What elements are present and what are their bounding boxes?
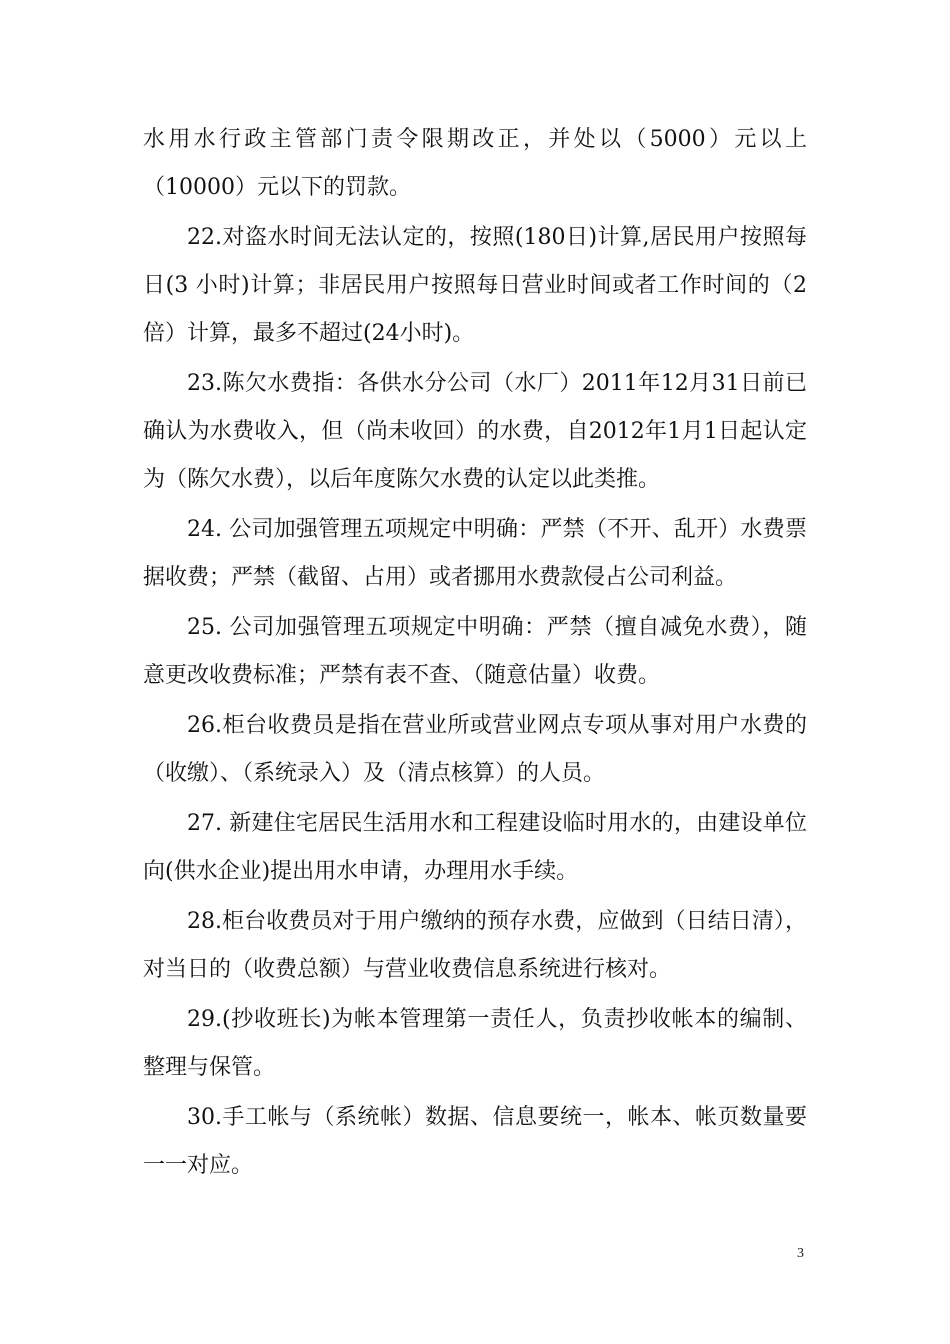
paragraph-21-continued: 水用水行政主管部门责令限期改正，并处以（5000）元以上（10000）元以下的罚款。: [143, 127, 807, 200]
paragraph-27: 27. 新建住宅居民生活用水和工程建设临时用水的，由建设单位向(供水企业)提出用水申请，办理用水手续。: [143, 811, 807, 884]
paragraph-22: 22.对盗水时间无法认定的，按照(180日)计算,居民用户按照每日(3 小时)计算；非居民用户按照每日营业时间或者工作时间的（2倍）计算，最多不超过(24小时)。: [143, 225, 807, 346]
paragraph-28: 28.柜台收费员对于用户缴纳的预存水费，应做到（日结日清），对当日的（收费总额）与营业收费信息系统进行核对。: [143, 909, 807, 982]
paragraph-23: 23.陈欠水费指：各供水分公司（水厂）2011年12月31日前已确认为水费收入，但（尚未收回）的水费，自2012年1月1日起认定为（陈欠水费），以后年度陈欠水费的认定以此类推。: [143, 371, 808, 492]
paragraph-26: 26.柜台收费员是指在营业所或营业网点专项从事对用户水费的（收缴）、（系统录入）及（清点核算）的人员。: [143, 713, 807, 786]
paragraph-30: 30.手工帐与（系统帐）数据、信息要统一，帐本、帐页数量要一一对应。: [143, 1105, 807, 1178]
paragraph-25: 25. 公司加强管理五项规定中明确：严禁（擅自减免水费），随意更改收费标准；严禁有表不查、（随意估量）收费。: [143, 615, 807, 688]
paragraph-29: 29.(抄收班长)为帐本管理第一责任人，负责抄收帐本的编制、整理与保管。: [143, 1007, 807, 1080]
paragraph-24: 24. 公司加强管理五项规定中明确：严禁（不开、乱开）水费票据收费；严禁（截留、占用）或者挪用水费款侵占公司利益。: [143, 517, 807, 590]
document-body: [143, 116, 807, 1192]
page-number: 3: [797, 1246, 804, 1261]
